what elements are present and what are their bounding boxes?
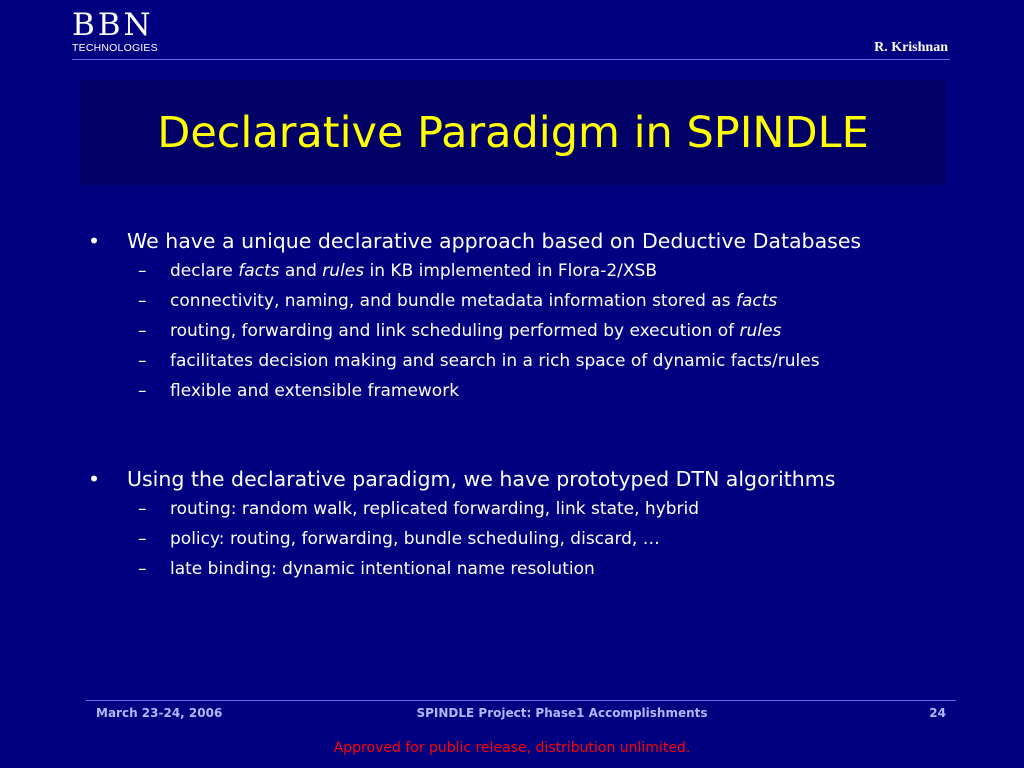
sub-bullet-item	[138, 286, 956, 316]
bullet-item	[86, 226, 956, 256]
presenter-name: R. Krishnan	[874, 40, 948, 55]
sub-bullet-text: late binding: dynamic intentional name resolution	[170, 559, 595, 579]
sub-bullet-text: facilitates decision making and search in a rich space of dynamic facts/rules	[170, 351, 820, 371]
header-divider	[72, 59, 950, 60]
title-band	[80, 80, 946, 185]
bullet-item	[86, 464, 956, 494]
sub-bullet-text: declare facts and rules in KB implemented in Flora-2/XSB	[170, 261, 657, 281]
sub-bullet-text: policy: routing, forwarding, bundle scheduling, discard, …	[170, 529, 660, 549]
release-notice: Approved for public release, distribution unlimited.	[333, 740, 691, 756]
dash-marker: –	[138, 529, 147, 549]
dash-marker: –	[138, 381, 147, 401]
dash-marker: –	[138, 499, 147, 519]
sub-bullet-text: routing: random walk, replicated forwarding, link state, hybrid	[170, 499, 700, 519]
sub-bullet-item	[138, 494, 956, 524]
footer-divider	[86, 700, 956, 701]
footer-date: March 23-24, 2006	[96, 706, 223, 720]
slide-content	[86, 226, 956, 584]
dash-marker: –	[138, 261, 147, 281]
logo-letters: BBN	[72, 7, 154, 43]
dash-marker: –	[138, 559, 147, 579]
sub-bullet-item	[138, 346, 956, 376]
sub-bullet-item	[138, 256, 956, 286]
bullet-text: Using the declarative paradigm, we have prototyped DTN algorithms	[127, 467, 836, 491]
bullet-text: We have a unique declarative approach based on Deductive Databases	[127, 229, 862, 253]
footer-project: SPINDLE Project: Phase1 Accomplishments	[416, 706, 708, 720]
dash-marker: –	[138, 351, 147, 371]
sub-bullet-item	[138, 376, 956, 406]
slide-title: Declarative Paradigm in SPINDLE	[157, 108, 869, 158]
page-number: 24	[929, 706, 946, 720]
sub-bullet-text: routing, forwarding and link scheduling performed by execution of rules	[170, 321, 782, 341]
dash-marker: –	[138, 291, 147, 311]
dash-marker: –	[138, 321, 147, 341]
bullet-dot: •	[88, 229, 101, 253]
sub-bullet-item	[138, 316, 956, 346]
sub-bullet-text: flexible and extensible framework	[170, 381, 460, 401]
bullet-dot: •	[88, 467, 101, 491]
sub-bullet-item	[138, 554, 956, 584]
logo-subtitle: TECHNOLOGIES	[72, 42, 158, 54]
bbn-logo	[72, 7, 172, 54]
sub-bullet-item	[138, 524, 956, 554]
sub-bullet-text: connectivity, naming, and bundle metadata information stored as facts	[170, 291, 778, 311]
